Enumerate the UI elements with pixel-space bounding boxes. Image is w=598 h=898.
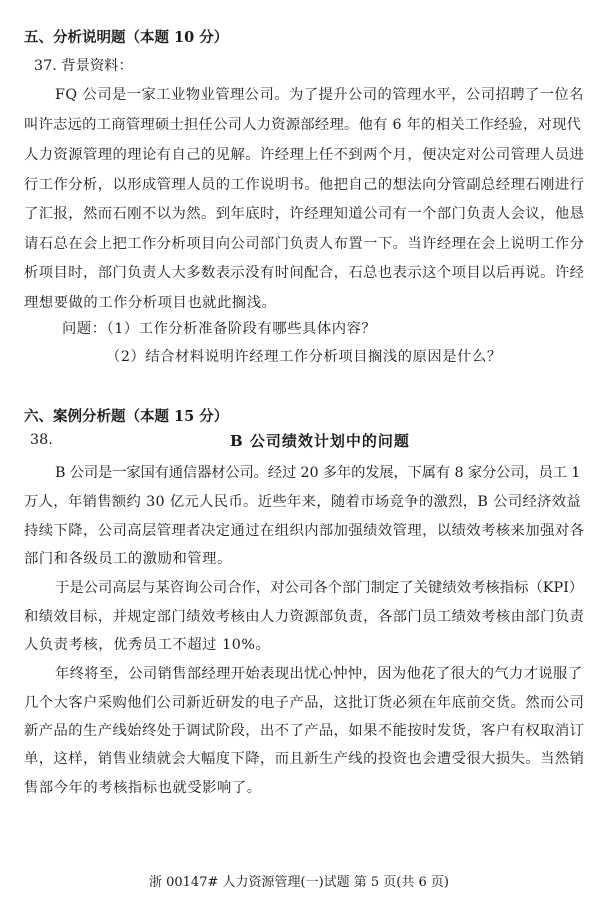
question-38-number: 38. [30,432,53,448]
q37-paragraph-line: 叫许志远的工商管理硕士担任公司人力资源部经理。他有 6 年的相关工作经验，对现代 [24,117,582,133]
q38-paragraph-line: 年终将至，公司销售部经理开始表现出忧心忡忡，因为他花了很大的气力才说服了 [55,666,583,682]
q38-paragraph-line: 几个大客户采购他们公司新近研发的电子产品，这批订货必须在年底前交货。然而公司 [24,695,585,711]
q37-paragraph-line: 理想要做的工作分析项目也就此搁浅。 [24,295,277,311]
case-title: B 公司绩效计划中的问题 [230,432,410,450]
q38-paragraph-line: 新产品的生产线始终处于调试阶段，出不了产品，如果不能按时发货，客户有权取消订 [24,723,585,739]
q38-paragraph-line: 和绩效目标，并规定部门绩效考核由人力资源部负责，各部门员工绩效考核由部门负责 [24,609,585,625]
q37-paragraph-line: 了汇报，然而石刚不以为然。到年底时，许经理知道公司有一个部门负责人会议，他恳 [24,206,585,222]
q38-paragraph-line: 部门和各级员工的激励和管理。 [24,551,232,567]
q38-paragraph-line: 售部今年的考核指标也就受影响了。 [24,780,262,796]
question-37-number: 37. [34,58,57,74]
question-37-intro: 背景资料： [61,58,133,74]
q37-paragraph-line: 请石总在会上把工作分析项目向公司部门负责人布置一下。当许经理在会上说明工作分 [24,236,585,252]
question-37-label [34,55,133,75]
q38-paragraph-line: 人负责考核，优秀员工不超过 10%。 [24,637,271,653]
q37-paragraph-line: 析项目时，部门负责人大多数表示没有时间配合，石总也表示这个项目以后再说。许经 [24,265,585,281]
q38-paragraph-line: B 公司是一家国有通信器材公司。经过 20 多年的发展，下属有 8 家分公司，员工 1 [55,465,581,481]
q38-paragraph-line: 万人，年销售额约 30 亿元人民币。近些年来，随着市场竞争的激烈，B 公司经济效益 [24,494,582,510]
page-footer: 浙 00147# 人力资源管理(一)试题 第 5 页(共 6 页) [148,875,449,890]
q38-paragraph-line: 单，这样，销售业绩就会大幅度下降，而且新生产线的投资也会遭受很大损失。当然销 [24,751,585,767]
q37-question-2: （2）结合材料说明许经理工作分析项目搁浅的原因是什么？ [106,349,502,365]
section5-heading: 五、分析说明题（本题 10 分） [24,29,229,46]
q38-paragraph-line: 持续下降，公司高层管理者决定通过在组织内部加强绩效管理，以绩效考核来加强对各 [24,523,585,539]
q38-paragraph-line: 于是公司高层与某咨询公司合作，对公司各个部门制定了关键绩效考核指标（KPI） [55,580,584,596]
q37-paragraph-line: 行工作分析，以形成管理人员的工作说明书。他把自己的想法向分管副总经理石刚进行 [24,177,585,193]
q37-paragraph-line: 人力资源管理的理论有自己的见解。许经理上任不到两个月，便决定对公司管理人员进 [24,147,585,163]
q37-paragraph-line: FQ 公司是一家工业物业管理公司。为了提升公司的管理水平，公司招聘了一位名 [55,87,584,103]
section6-heading: 六、案例分析题（本题 15 分） [24,408,229,425]
q37-question-1: 问题：（1）工作分析准备阶段有哪些具体内容？ [62,321,377,337]
